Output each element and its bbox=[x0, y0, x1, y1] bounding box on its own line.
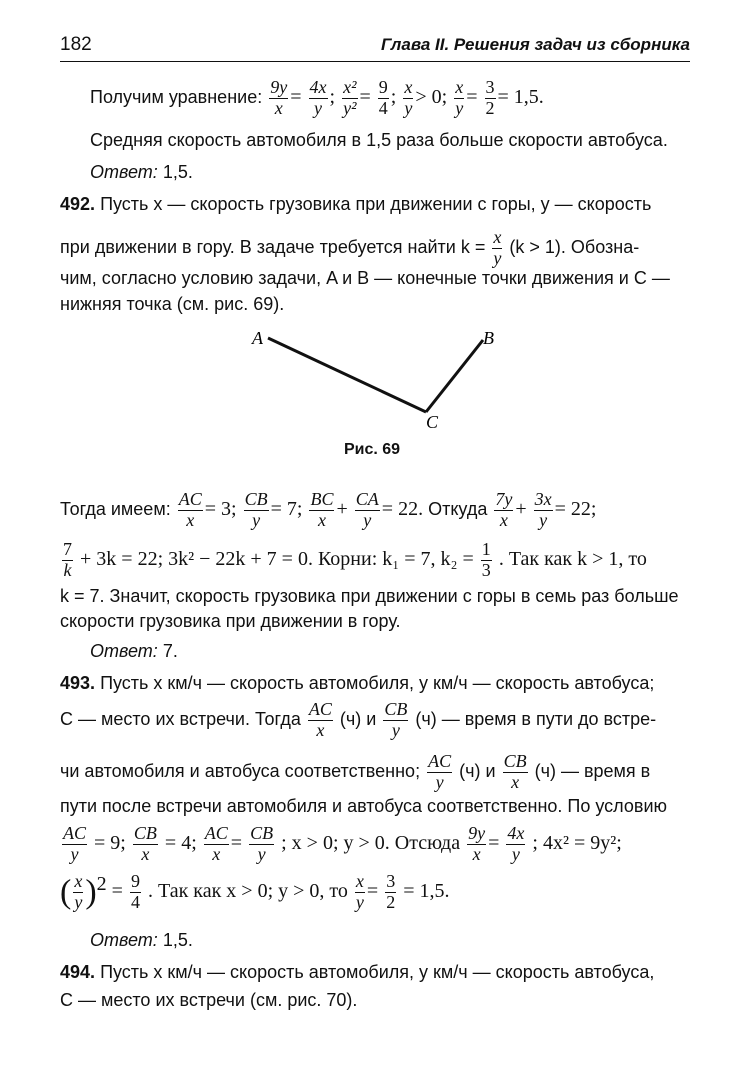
text-line: k = 7. Значит, скорость грузовика при движении с горы в семь раз больше bbox=[60, 586, 679, 606]
chapter-title: Глава II. Решения задач из сборника bbox=[381, 35, 690, 54]
point-label-a: A bbox=[252, 328, 263, 348]
text-line: нижняя точка (см. рис. 69). bbox=[60, 294, 285, 314]
answer-label: Ответ: bbox=[90, 162, 158, 182]
fraction: $\frac{CB}{y}$ bbox=[250, 823, 274, 864]
text: ; 4x² = 9y²; bbox=[532, 832, 622, 855]
point-label-c: C bbox=[426, 412, 439, 432]
fraction: $\frac{9y}{x}$ bbox=[270, 77, 288, 118]
text-line: C — место их встречи (см. рис. 70). bbox=[60, 990, 358, 1010]
fraction: $\frac{7}{k}$ bbox=[63, 539, 72, 580]
fraction: $\frac{x}{y}$ bbox=[74, 871, 83, 912]
page-number: 182 bbox=[60, 34, 92, 55]
text-line: чим, согласно условию задачи, A и B — конечные точки движения и C — bbox=[60, 268, 670, 288]
point-label-b: B bbox=[483, 328, 494, 348]
text: + 3k = 22; 3k² − 22k + 7 = 0. Корни: k₁ = 7, k₂ = bbox=[80, 548, 474, 571]
fraction: $\frac{9}{4}$ bbox=[130, 871, 140, 912]
text: Тогда имеем: bbox=[60, 499, 171, 520]
fraction: $\frac{CB}{y}$ bbox=[244, 489, 268, 530]
fraction: $\frac{3}{2}$ bbox=[485, 77, 495, 118]
segment-cb bbox=[426, 340, 483, 412]
segment-ac bbox=[268, 338, 426, 412]
text: (ч) и bbox=[459, 761, 496, 782]
text: Пусть x — скорость грузовика при движении с горы, y — скорость bbox=[100, 194, 652, 214]
fraction: $\frac{7y}{x}$ bbox=[495, 489, 513, 530]
fraction: $\frac{4x}{y}$ bbox=[507, 823, 525, 864]
problem-492-line bbox=[60, 194, 692, 215]
fraction: $\frac{x}{y}$ bbox=[404, 77, 413, 118]
text: (k > 1). Обозна- bbox=[509, 237, 640, 258]
text: ; x > 0; y > 0. Отсюда bbox=[281, 832, 461, 855]
fraction: $\frac{3x}{y}$ bbox=[534, 489, 552, 530]
fraction: $\frac{4x}{y}$ bbox=[309, 77, 327, 118]
fraction: $\frac{CA}{y}$ bbox=[355, 489, 379, 530]
answer-line bbox=[90, 930, 722, 951]
text: C — место их встречи. Тогда bbox=[60, 709, 301, 730]
text-line: скорости грузовика при движении в гору. bbox=[60, 611, 401, 631]
text: Пусть x км/ч — скорость автомобиля, y км/ч — скорость автобуса; bbox=[100, 673, 655, 693]
fraction: $\frac{3}{2}$ bbox=[386, 871, 396, 912]
fraction: $\frac{AC}{y}$ bbox=[63, 823, 87, 864]
text: чи автомобиля и автобуса соответственно; bbox=[60, 761, 421, 782]
text: = bbox=[111, 880, 123, 903]
header-rule bbox=[60, 61, 690, 62]
text: (ч) и bbox=[339, 709, 377, 730]
answer-label: Ответ: bbox=[90, 641, 158, 661]
fraction: $\frac{\text{x²}}{\text{y²}}$ bbox=[343, 77, 357, 118]
text: (ч) — время в bbox=[534, 761, 651, 782]
fraction: $\frac{x}{y}$ bbox=[355, 871, 364, 912]
fraction: $\frac{1}{3}$ bbox=[481, 539, 491, 580]
fraction: $\frac{CB}{x}$ bbox=[503, 751, 527, 792]
answer-line bbox=[90, 641, 722, 662]
text: . Так как x > 0; y > 0, то bbox=[147, 880, 348, 903]
equation-line: ( $\frac{x}{y}$ )$^2$ = $\frac{9}{4}$ . Так как x > 0; y > 0, то $\frac{x}{y}$ = $\frac{3}{2}$ = 1,5. bbox=[60, 871, 450, 912]
text-line bbox=[60, 700, 692, 741]
text: = 9; bbox=[94, 832, 126, 855]
text: при движении в гору. В задаче требуется найти k = bbox=[60, 237, 486, 258]
fraction: $\frac{AC}{x}$ bbox=[308, 699, 332, 740]
equation-line: $\frac{AC}{y}$ = 9; $\frac{CB}{x}$ = 4; $\frac{AC}{x}$ = $\frac{CB}{y}$ ; x > 0; y > 0. Отсюда $\frac{9y}{x}$ = $\frac{4x}{y}$ ; 4x² = 9y²; bbox=[63, 823, 622, 864]
equation-line: Тогда имеем: $\frac{AC}{x}$ = 3; $\frac{CB}{y}$ = 7; $\frac{BC}{x}$ + $\frac{CA}{y}$ = 22. Откуда $\frac{7y}{x}$ + $\frac{3x}{y}$ = 22; bbox=[60, 489, 597, 530]
problem-493-line bbox=[60, 673, 692, 694]
fraction: $\frac{9}{4}$ bbox=[378, 77, 388, 118]
answer-label: Ответ: bbox=[90, 930, 158, 950]
fraction: $\frac{x}{y}$ bbox=[455, 77, 464, 118]
fraction: $\frac{AC}{y}$ bbox=[428, 751, 452, 792]
equation-line bbox=[60, 540, 692, 581]
fraction: $\frac{CB}{x}$ bbox=[133, 823, 157, 864]
figure-69 bbox=[230, 320, 510, 440]
answer-line bbox=[90, 162, 722, 183]
text: (ч) — время в пути до встре- bbox=[415, 709, 657, 730]
text: . Так как k > 1, то bbox=[498, 548, 647, 571]
fraction: $\frac{AC}{x}$ bbox=[178, 489, 202, 530]
fraction: $\frac{BC}{x}$ bbox=[310, 489, 334, 530]
problem-number: 494. bbox=[60, 962, 96, 982]
text: Откуда bbox=[428, 499, 488, 520]
problem-number: 492. bbox=[60, 194, 96, 214]
fraction: $\frac{x}{y}$ bbox=[493, 227, 502, 268]
problem-number: 493. bbox=[60, 673, 96, 693]
answer-value: 7. bbox=[162, 641, 178, 661]
answer-value: 1,5. bbox=[162, 930, 193, 950]
figure-caption: Рис. 69 bbox=[343, 441, 401, 458]
fraction: $\frac{CB}{y}$ bbox=[384, 699, 408, 740]
text: = 1,5. bbox=[403, 880, 450, 903]
equation-line: Получим уравнение: $\frac{9y}{x}$ = $\frac{4x}{y}$ ; $\frac{\text{x²}}{\text{y²}}$ = $\frac{9}{4}$ ; $\frac{x}{y}$ > 0; $\frac{x}{y}$ = $\frac{3}{2}$ = 1,5. bbox=[90, 77, 544, 118]
page-header bbox=[60, 30, 690, 62]
text-line bbox=[60, 228, 692, 269]
equation-label: Получим уравнение: bbox=[90, 87, 263, 108]
text: Пусть x км/ч — скорость автомобиля, y км/ч — скорость автобуса, bbox=[100, 962, 655, 982]
text-line: Средняя скорость автомобиля в 1,5 раза больше скорости автобуса. bbox=[90, 130, 668, 150]
text-line bbox=[60, 752, 692, 793]
fraction: $\frac{9y}{x}$ bbox=[468, 823, 486, 864]
problem-494-line bbox=[60, 962, 692, 983]
answer-value: 1,5. bbox=[162, 162, 193, 182]
text-line: пути после встречи автомобиля и автобуса соответственно. По условию bbox=[60, 796, 667, 816]
fraction: $\frac{AC}{x}$ bbox=[204, 823, 228, 864]
text: = 4; bbox=[164, 832, 197, 855]
